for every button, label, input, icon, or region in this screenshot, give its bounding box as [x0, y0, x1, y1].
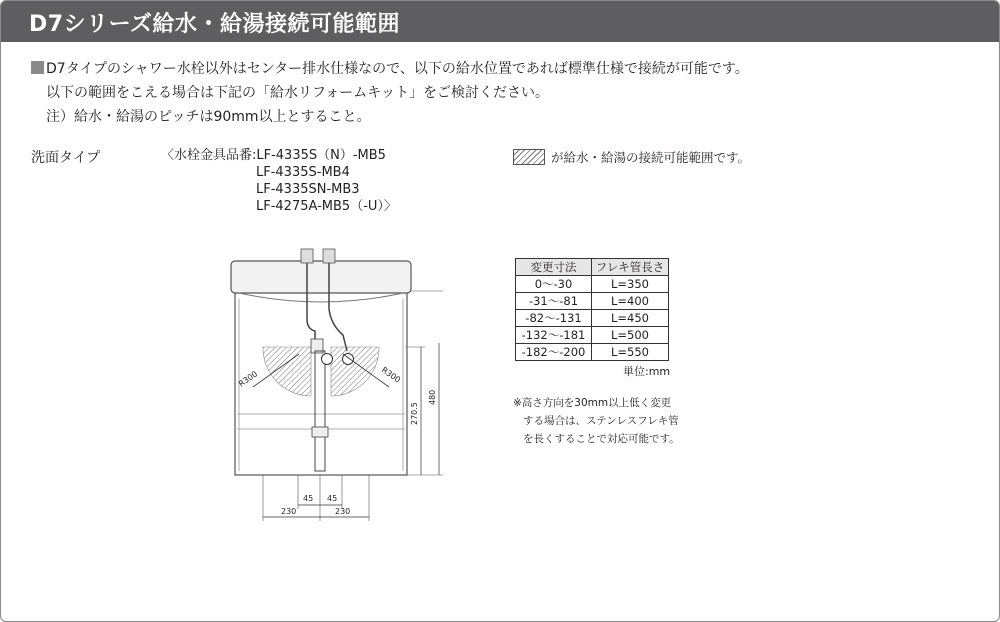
table-cell: L=450 [592, 310, 669, 327]
table-cell: L=550 [592, 344, 669, 361]
square-bullet-icon [31, 61, 44, 74]
connectable-range-right [331, 347, 379, 396]
type-label: 洗面タイプ [31, 150, 101, 166]
supply-valve-icon [322, 354, 333, 365]
note-line-2: する場合は、ステンレスフレキ管 [523, 415, 679, 427]
table-cell: L=350 [592, 276, 669, 293]
unit-label: 単位:mm [623, 365, 671, 378]
header-bar [1, 1, 999, 42]
basin-top [231, 261, 411, 293]
table-cell: -182〜-200 [516, 344, 592, 361]
radius-label-right: R300 [379, 365, 403, 385]
faucet-icon [301, 249, 313, 263]
dim-230-right: 230 [335, 507, 351, 516]
table-cell: 0〜-30 [516, 276, 592, 293]
note-line-3: を長くすることで対応可能です。 [523, 433, 680, 445]
page-title: D7シリーズ給水・給湯接続可能範囲 [29, 12, 400, 37]
table-row [516, 310, 669, 327]
intro-text [31, 57, 749, 129]
table-row [516, 344, 669, 361]
table-cell: -132〜-181 [516, 327, 592, 344]
hatch-legend [513, 148, 750, 166]
legend-text: が給水・給湯の接続可能範囲です。 [551, 150, 751, 165]
dim-230-left: 230 [281, 507, 297, 516]
table-cell: -31〜-81 [516, 293, 592, 310]
table-row [516, 276, 669, 293]
intro-line-1-text: D7タイプのシャワー水栓以外はセンター排水仕様なので、以下の給水位置であれば標準仕様で接続が可能です。 [46, 61, 749, 77]
dim-480: 480 [428, 389, 437, 405]
height-note [513, 394, 680, 448]
note-line-1: ※高さ方向を30mm以上低く変更 [513, 397, 672, 409]
vanity-diagram [219, 239, 459, 533]
radius-label-left: R300 [236, 369, 260, 389]
intro-line-3: 注）給水・給湯のピッチは90mm以上とすること。 [46, 109, 371, 125]
dim-45-left: 45 [303, 494, 314, 503]
connectable-range-left [263, 347, 311, 396]
table-cell: L=400 [592, 293, 669, 310]
flex-pipe-table [515, 258, 669, 361]
model-item: LF-4335S-MB4 [256, 165, 350, 180]
table-cell: -82〜-131 [516, 310, 592, 327]
table-header-row [516, 259, 669, 276]
table-row [516, 327, 669, 344]
vanity-drawing [219, 239, 459, 529]
model-item: LF-4335SN-MB3 [256, 182, 360, 197]
table-cell: L=500 [592, 327, 669, 344]
faucet-model-list [161, 147, 397, 215]
table-row [516, 293, 669, 310]
intro-line-2: 以下の範囲をこえる場合は下記の「給水リフォームキット」をご検討ください。 [46, 85, 550, 101]
hatch-swatch-icon [513, 149, 545, 165]
dim-45-right: 45 [327, 494, 338, 503]
model-prefix: 〈水栓金具品番:LF-4335S（N）-MB5 [161, 148, 386, 163]
intro-line-1 [31, 57, 749, 81]
table-header: フレキ管長さ [592, 259, 669, 276]
dim-270-5: 270.5 [410, 402, 419, 425]
table-header: 変更寸法 [516, 259, 592, 276]
model-item: LF-4275A-MB5（-U）〉 [256, 199, 397, 214]
cabinet-outline [235, 291, 407, 475]
